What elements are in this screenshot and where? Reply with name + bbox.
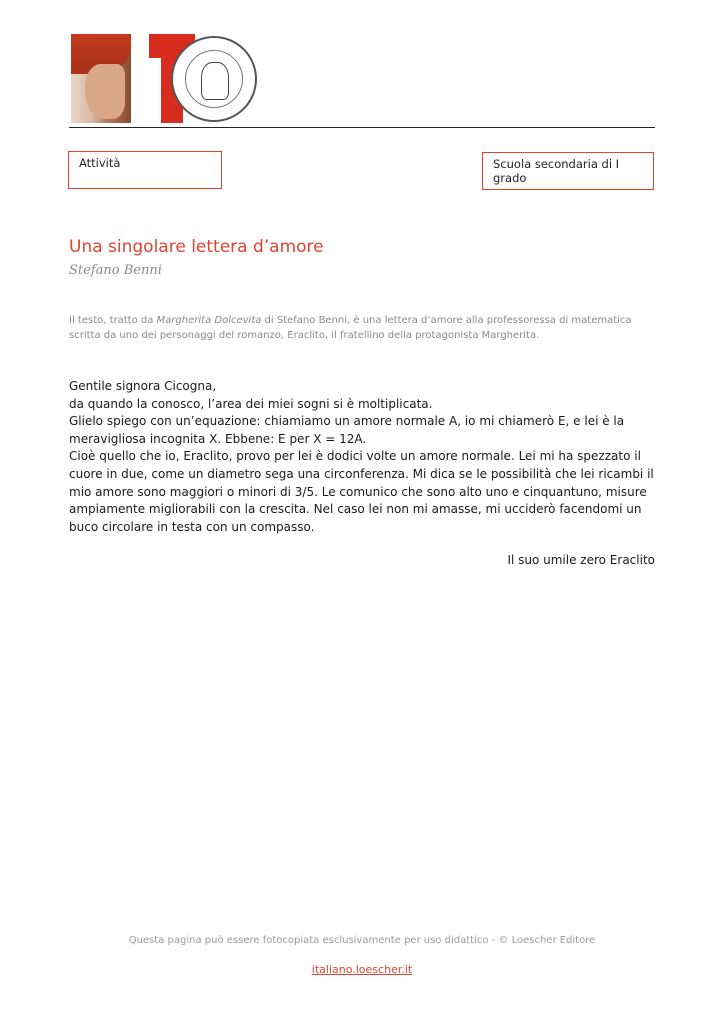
intro-book-title: Margherita Dolcevita xyxy=(156,315,262,326)
seal-figure xyxy=(201,62,229,100)
intro-text-before: Il testo, tratto da xyxy=(69,315,157,326)
article-author: Stefano Benni xyxy=(69,263,162,278)
letter-line: Gentile signora Cicogna, xyxy=(69,379,217,393)
article-title: Una singolare lettera d’amore xyxy=(69,237,324,257)
letter-line: Cioè quello che io, Eraclito, provo per lei è dodici volte un amore normale. Lei mi ha spezzato il cuore in due, come un diametro sega una circonferenza. Mi dica se le possibilità che lei ricambi il mio amore sono maggiori o minori di 3/5. Le comunico che sono alto uno e cinquantuno, misure ampiamente migliorabili con la crescita. Nel caso lei non mi amasse, mi ucciderò facendomi un buco circolare in testa con un compasso. xyxy=(69,449,654,534)
intro-text-after: di Stefano Benni, è una lettera d’amore alla professoressa di matematica scritta da uno dei personaggi del romanzo, Eraclito, il fratellino della protagonista Margherita. xyxy=(69,315,632,341)
article-intro xyxy=(69,313,654,343)
activity-tag: Attività xyxy=(68,151,222,189)
footer-website-link[interactable]: italiano.loescher.it xyxy=(311,963,413,976)
letter-line: da quando la conosco, l’area dei miei sogni si è moltiplicata. xyxy=(69,396,433,411)
letter-line: Glielo spiego con un’equazione: chiamiamo un amore normale A, io mi chiamerò E, e lei è la meravigliosa incognita X. Ebbene: E per X = 12A. xyxy=(69,414,625,446)
header-rule xyxy=(69,127,655,128)
loescher-seal-logo xyxy=(171,36,257,122)
portrait-face xyxy=(85,64,125,119)
letter-body xyxy=(69,378,655,536)
dante-portrait-logo xyxy=(71,34,131,123)
page-header xyxy=(69,30,655,128)
footer-copyright: Questa pagina può essere fotocopiata esclusivamente per uso didattico - © Loescher Editore xyxy=(128,935,596,946)
it-mark-i xyxy=(131,34,145,123)
school-level-tag: Scuola secondaria di I grado xyxy=(482,152,654,190)
letter-signature: Il suo umile zero Eraclito xyxy=(507,553,655,567)
